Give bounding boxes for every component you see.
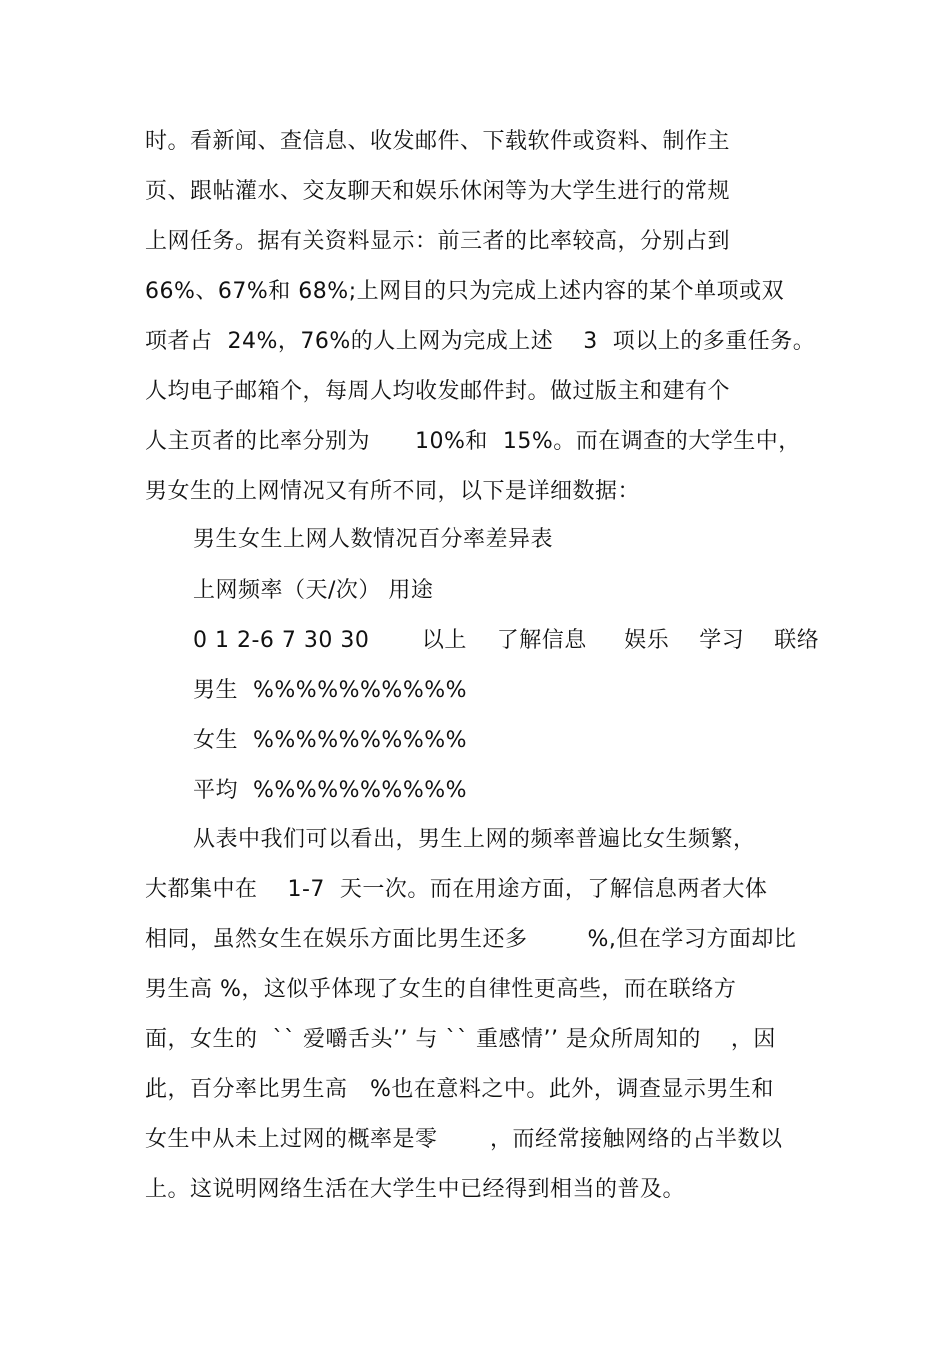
paragraph-line: 男生高 %，这似乎体现了女生的自律性更高些，而在联络方 — [145, 977, 737, 1002]
table-columns: 0 1 2-6 7 30 30 以上 了解信息 娱乐 学习 联络 — [193, 628, 820, 653]
paragraph-line: 66%、67%和 68%;上网目的只为完成上述内容的某个单项或双 — [145, 279, 785, 304]
paragraph-line: 页、跟帖灌水、交友聊天和娱乐休闲等为大学生进行的常规 — [145, 179, 731, 204]
paragraph-line: 大都集中在 1-7 天一次。而在用途方面，了解信息两者大体 — [145, 877, 768, 902]
paragraph-line: 上。这说明网络生活在大学生中已经得到相当的普及。 — [145, 1177, 686, 1202]
table-row-male: 男生 %%%%%%%%%% — [193, 678, 468, 703]
paragraph-line: 人主页者的比率分别为 10%和 15%。而在调查的大学生中， — [145, 429, 801, 454]
table-row-average: 平均 %%%%%%%%%% — [193, 778, 468, 803]
paragraph-line: 项者占 24%，76%的人上网为完成上述 3 项以上的多重任务。 — [145, 329, 816, 354]
table-subheader: 上网频率（天/次） 用途 — [193, 578, 434, 603]
paragraph-line: 女生中从未上过网的概率是零 ，而经常接触网络的占半数以 — [145, 1127, 783, 1152]
table-row-female: 女生 %%%%%%%%%% — [193, 728, 468, 753]
paragraph-line: 时。看新闻、查信息、收发邮件、下载软件或资料、制作主 — [145, 129, 731, 154]
paragraph-line: 上网任务。据有关资料显示：前三者的比率较高，分别占到 — [145, 229, 731, 254]
table-title: 男生女生上网人数情况百分率差异表 — [193, 527, 554, 552]
paragraph-line: 面，女生的 `` 爱嚼舌头’’ 与 `` 重感情’’ 是众所周知的 ，因 — [145, 1027, 776, 1052]
paragraph-line: 人均电子邮箱个，每周人均收发邮件封。做过版主和建有个 — [145, 379, 731, 404]
paragraph-line: 相同，虽然女生在娱乐方面比男生还多 %,但在学习方面却比 — [145, 927, 797, 952]
paragraph-line: 男女生的上网情况又有所不同，以下是详细数据： — [145, 479, 641, 504]
paragraph-line: 此，百分率比男生高 %也在意料之中。此外，调查显示男生和 — [145, 1077, 774, 1102]
paragraph-line: 从表中我们可以看出，男生上网的频率普遍比女生频繁， — [193, 827, 756, 852]
